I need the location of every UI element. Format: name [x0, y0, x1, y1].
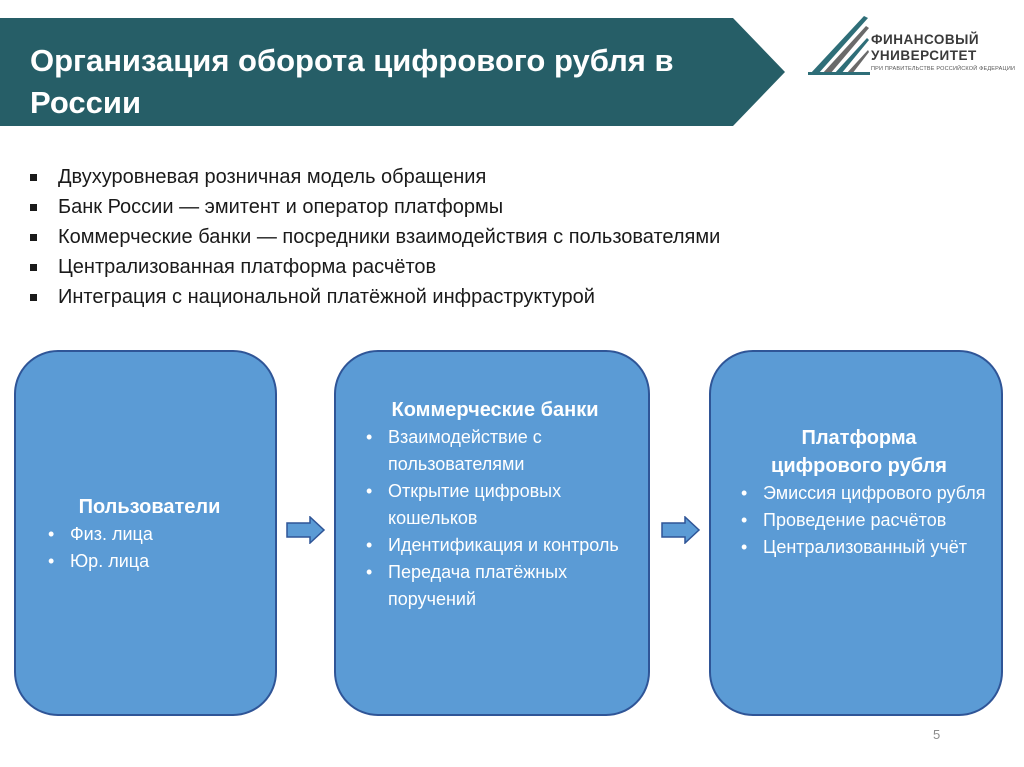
key-point: [28, 222, 720, 252]
bullet-dot-icon: •: [741, 483, 748, 503]
digital-ruble-platform-box: [709, 350, 1003, 716]
bullet-dot-icon: •: [366, 535, 373, 555]
list-item: • Физ. лица: [38, 521, 261, 548]
key-point-text: Двухуровневая розничная модель обращения: [58, 166, 487, 188]
title-banner: [0, 18, 785, 126]
university-logo: [808, 14, 1016, 80]
logo-name-line1: ФИНАНСОВЫЙ: [871, 32, 980, 47]
bullet-dot-icon: •: [366, 427, 373, 447]
list-item: • Передача платёжных поручений: [356, 559, 634, 613]
key-point-text: Централизованная платформа расчётов: [58, 256, 437, 278]
bullet-dot-icon: •: [48, 524, 55, 544]
square-bullet-icon: [30, 174, 37, 181]
key-point-text: Банк России — эмитент и оператор платформы: [58, 196, 504, 218]
commercial-banks-box-list: [356, 424, 634, 613]
arrow-right-icon: [661, 516, 701, 544]
bullet-dot-icon: •: [741, 510, 748, 530]
key-point: [28, 252, 720, 282]
logo-emblem-icon: [808, 14, 870, 80]
key-point-text: Коммерческие банки — посредники взаимодействия с пользователями: [58, 226, 721, 248]
page-number: 5: [933, 727, 941, 742]
list-item: • Идентификация и контроль: [356, 532, 634, 559]
users-box: [14, 350, 277, 716]
list-item: • Централизованный учёт: [731, 534, 987, 561]
bullet-dot-icon: •: [741, 537, 748, 557]
key-point: [28, 162, 720, 192]
digital-ruble-platform-box-title: Платформа цифрового рубля: [771, 427, 947, 477]
key-point-text: Интеграция с национальной платёжной инфраструктурой: [58, 286, 595, 308]
logo-name-line2: УНИВЕРСИТЕТ: [871, 48, 977, 63]
list-item: • Эмиссия цифрового рубля: [731, 480, 987, 507]
key-points-list: [28, 162, 720, 312]
square-bullet-icon: [30, 234, 37, 241]
bullet-dot-icon: •: [366, 481, 373, 501]
list-item: • Взаимодействие с пользователями: [356, 424, 634, 478]
bullet-dot-icon: •: [48, 551, 55, 571]
square-bullet-icon: [30, 264, 37, 271]
commercial-banks-box: [334, 350, 650, 716]
key-point: [28, 192, 720, 222]
users-box-title: Пользователи: [78, 496, 221, 518]
logo-subtitle: ПРИ ПРАВИТЕЛЬСТВЕ РОССИЙСКОЙ ФЕДЕРАЦИИ: [871, 66, 1016, 72]
list-item: • Проведение расчётов: [731, 507, 987, 534]
list-item: • Открытие цифровых кошельков: [356, 478, 634, 532]
key-point: [28, 282, 720, 312]
square-bullet-icon: [30, 294, 37, 301]
bullet-dot-icon: •: [366, 562, 373, 582]
list-item: • Юр. лица: [38, 548, 261, 575]
arrow-right-icon: [286, 516, 326, 544]
square-bullet-icon: [30, 204, 37, 211]
users-box-list: [38, 521, 261, 575]
digital-ruble-platform-box-list: [731, 480, 987, 561]
slide-title: Организация оборота цифрового рубля в России: [30, 43, 674, 120]
commercial-banks-box-title: Коммерческие банки: [391, 399, 599, 421]
